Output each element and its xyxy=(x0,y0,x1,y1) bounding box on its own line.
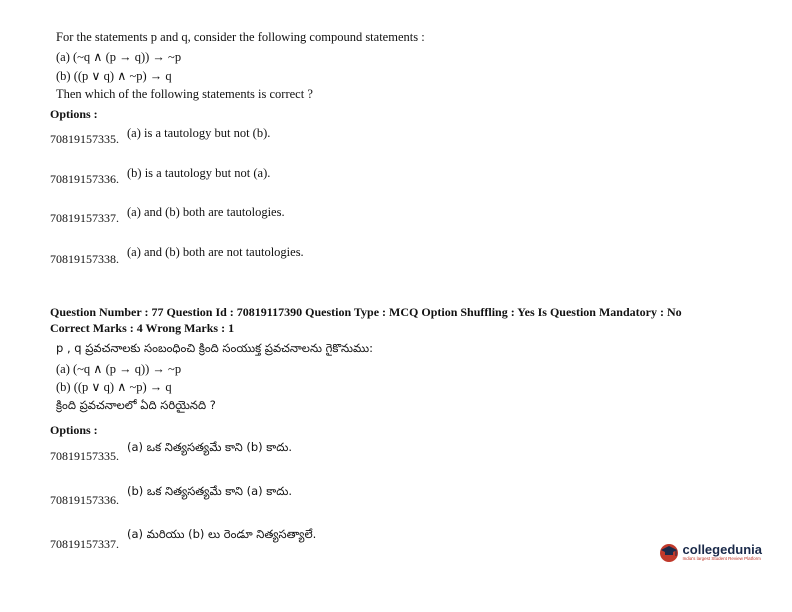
q2-meta-line2: Correct Marks : 4 Wrong Marks : 1 xyxy=(50,321,235,335)
logo-name: collegedunia xyxy=(682,541,762,557)
q1-option-3-text: (a) and (b) both are tautologies. xyxy=(127,205,285,219)
logo-tagline: India's largest Student Review Platform xyxy=(682,555,761,561)
q2-option-2-id: 70819157336. xyxy=(50,493,119,507)
q2-options-label: Options : xyxy=(50,423,98,437)
q1-stem: For the statements p and q, consider the following compound statements : xyxy=(56,30,425,44)
q1-question: Then which of the following statements is correct ? xyxy=(56,87,313,101)
q1-option-1-id: 70819157335. xyxy=(50,132,119,146)
q2-option-2-text: (b) ఒక నిత్యసత్యమే కాని (a) కాదు. xyxy=(127,484,293,498)
q2-question: క్రింది ప్రవచనాలలో ఏది సరియైనది ? xyxy=(56,398,216,412)
q1-option-2-text: (b) is a tautology but not (a). xyxy=(127,166,271,180)
q1-option-2-id: 70819157336. xyxy=(50,172,119,186)
q2-option-1-id: 70819157335. xyxy=(50,449,119,463)
graduation-cap-icon xyxy=(658,541,680,563)
q2-option-3-id: 70819157337. xyxy=(50,537,119,551)
q1-option-1-text: (a) is a tautology but not (b). xyxy=(127,126,271,140)
q1-statement-b: (b) ((p ∨ q) ∧ ~p) → q xyxy=(56,69,172,83)
q1-option-4-id: 70819157338. xyxy=(50,252,119,266)
q2-meta-line1: Question Number : 77 Question Id : 70819117390 Question Type : MCQ Option Shuffling : Yes Is Question Mandatory : No xyxy=(50,305,682,319)
q1-options-label: Options : xyxy=(50,107,98,121)
q2-option-3-text: (a) మరియు (b) లు రెండూ నిత్యసత్యాలే. xyxy=(127,527,317,541)
q1-statement-a: (a) (~q ∧ (p → q)) → ~p xyxy=(56,50,182,64)
q2-option-1-text: (a) ఒక నిత్యసత్యమే కాని (b) కాదు. xyxy=(127,440,293,454)
collegedunia-logo xyxy=(658,541,762,563)
q2-statement-b: (b) ((p ∨ q) ∧ ~p) → q xyxy=(56,380,172,394)
q2-statement-a: (a) (~q ∧ (p → q)) → ~p xyxy=(56,362,182,376)
q1-option-3-id: 70819157337. xyxy=(50,211,119,225)
q1-option-4-text: (a) and (b) both are not tautologies. xyxy=(127,245,304,259)
q2-stem: p , q ప్రవచనాలకు సంబంధించి క్రింది సంయుక్త ప్రవచనాలను గైకొనుము: xyxy=(56,341,374,355)
